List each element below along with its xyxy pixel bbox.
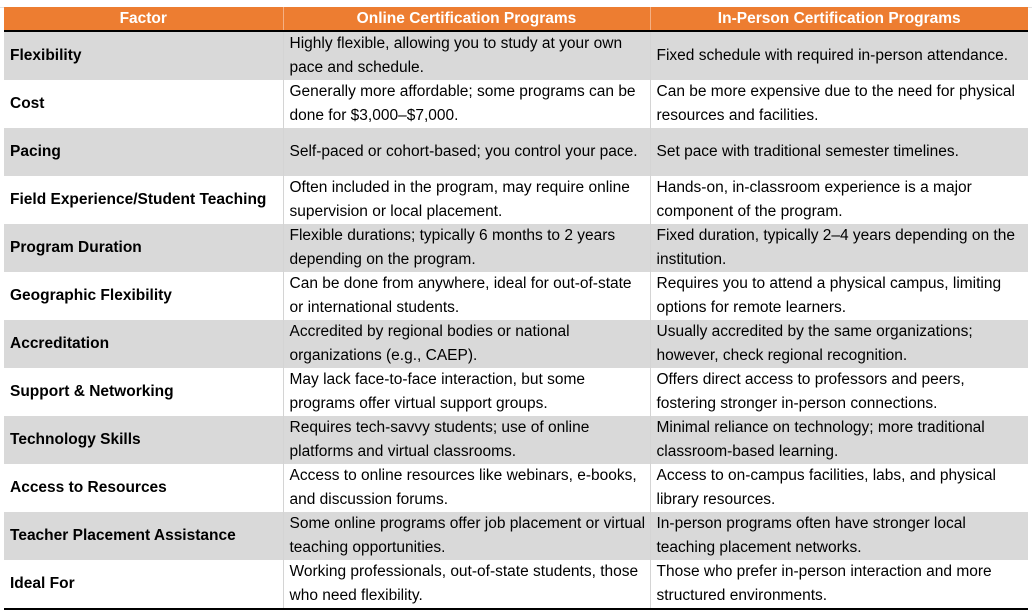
inperson-cell[interactable]: In-person programs often have stronger local teaching placement networks. [650, 512, 1028, 560]
factor-cell[interactable]: Program Duration [4, 224, 283, 272]
inperson-cell[interactable]: Can be more expensive due to the need for physical resources and facilities. [650, 80, 1028, 128]
table-row [4, 80, 1028, 128]
table-row [4, 128, 1028, 176]
inperson-cell[interactable]: Those who prefer in-person interaction and more structured environments. [650, 560, 1028, 609]
inperson-cell[interactable]: Fixed duration, typically 2–4 years depending on the institution. [650, 224, 1028, 272]
table-row [4, 512, 1028, 560]
table-row [4, 560, 1028, 609]
online-cell[interactable]: Accredited by regional bodies or national organizations (e.g., CAEP). [283, 320, 650, 368]
factor-cell[interactable]: Pacing [4, 128, 283, 176]
factor-cell[interactable]: Flexibility [4, 31, 283, 80]
online-cell[interactable]: Self-paced or cohort-based; you control your pace. [283, 128, 650, 176]
table-row [4, 272, 1028, 320]
inperson-cell[interactable]: Requires you to attend a physical campus, limiting options for remote learners. [650, 272, 1028, 320]
factor-cell[interactable]: Support & Networking [4, 368, 283, 416]
online-cell[interactable]: Access to online resources like webinars, e-books, and discussion forums. [283, 464, 650, 512]
online-cell[interactable]: Can be done from anywhere, ideal for out-of-state or international students. [283, 272, 650, 320]
factor-cell[interactable]: Field Experience/Student Teaching [4, 176, 283, 224]
inperson-cell[interactable]: Offers direct access to professors and peers, fostering stronger in-person connections. [650, 368, 1028, 416]
online-cell[interactable]: Requires tech-savvy students; use of online platforms and virtual classrooms. [283, 416, 650, 464]
inperson-cell[interactable]: Minimal reliance on technology; more traditional classroom-based learning. [650, 416, 1028, 464]
table-row [4, 368, 1028, 416]
online-cell[interactable]: Working professionals, out-of-state students, those who need flexibility. [283, 560, 650, 609]
header-inperson[interactable]: In-Person Certification Programs [650, 7, 1028, 31]
inperson-cell[interactable]: Fixed schedule with required in-person attendance. [650, 31, 1028, 80]
table-row [4, 224, 1028, 272]
online-cell[interactable]: Flexible durations; typically 6 months to 2 years depending on the program. [283, 224, 650, 272]
inperson-cell[interactable]: Hands-on, in-classroom experience is a major component of the program. [650, 176, 1028, 224]
inperson-cell[interactable]: Usually accredited by the same organizations; however, check regional recognition. [650, 320, 1028, 368]
table-row [4, 31, 1028, 80]
factor-cell[interactable]: Cost [4, 80, 283, 128]
comparison-table [4, 7, 1028, 610]
factor-cell[interactable]: Teacher Placement Assistance [4, 512, 283, 560]
online-cell[interactable]: Highly flexible, allowing you to study at your own pace and schedule. [283, 31, 650, 80]
factor-cell[interactable]: Technology Skills [4, 416, 283, 464]
header-factor[interactable]: Factor [4, 7, 283, 31]
header-row [4, 7, 1028, 31]
table-row [4, 320, 1028, 368]
inperson-cell[interactable]: Access to on-campus facilities, labs, and physical library resources. [650, 464, 1028, 512]
factor-cell[interactable]: Geographic Flexibility [4, 272, 283, 320]
table-row [4, 464, 1028, 512]
factor-cell[interactable]: Accreditation [4, 320, 283, 368]
factor-cell[interactable]: Ideal For [4, 560, 283, 609]
online-cell[interactable]: Some online programs offer job placement or virtual teaching opportunities. [283, 512, 650, 560]
table-row [4, 416, 1028, 464]
header-online[interactable]: Online Certification Programs [283, 7, 650, 31]
online-cell[interactable]: Often included in the program, may require online supervision or local placement. [283, 176, 650, 224]
online-cell[interactable]: Generally more affordable; some programs can be done for $3,000–$7,000. [283, 80, 650, 128]
online-cell[interactable]: May lack face-to-face interaction, but some programs offer virtual support groups. [283, 368, 650, 416]
table-row [4, 176, 1028, 224]
inperson-cell[interactable]: Set pace with traditional semester timelines. [650, 128, 1028, 176]
factor-cell[interactable]: Access to Resources [4, 464, 283, 512]
